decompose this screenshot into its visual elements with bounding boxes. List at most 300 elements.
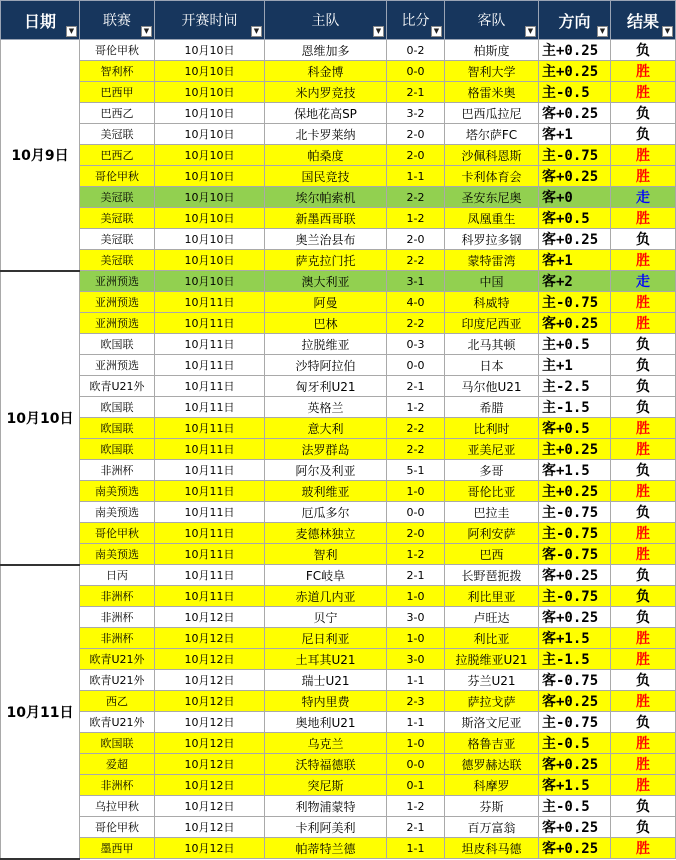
direction-cell: 客+2 bbox=[539, 271, 611, 292]
table-row bbox=[1, 418, 676, 439]
time-cell: 10月11日 bbox=[155, 586, 265, 607]
score-cell: 1-2 bbox=[387, 544, 445, 565]
table-row bbox=[1, 838, 676, 859]
direction-cell: 客+0.25 bbox=[539, 838, 611, 859]
table-row bbox=[1, 313, 676, 334]
league-cell: 美冠联 bbox=[80, 250, 155, 271]
header-label: 开赛时间 bbox=[181, 13, 238, 29]
header-date bbox=[1, 1, 80, 40]
result-cell: 负 bbox=[611, 502, 676, 523]
time-cell: 10月10日 bbox=[155, 166, 265, 187]
table-row bbox=[1, 775, 676, 796]
time-cell: 10月12日 bbox=[155, 817, 265, 838]
score-cell: 0-0 bbox=[387, 502, 445, 523]
score-cell: 2-2 bbox=[387, 439, 445, 460]
score-cell: 1-0 bbox=[387, 481, 445, 502]
direction-cell: 主-0.5 bbox=[539, 82, 611, 103]
league-cell: 亚洲预选 bbox=[80, 292, 155, 313]
away-team-cell: 科摩罗 bbox=[445, 775, 539, 796]
direction-cell: 主-0.5 bbox=[539, 733, 611, 754]
filter-dropdown-icon[interactable]: ▼ bbox=[251, 26, 262, 37]
league-cell: 亚洲预选 bbox=[80, 313, 155, 334]
home-team-cell: 国民竞技 bbox=[265, 166, 387, 187]
direction-cell: 客+0.25 bbox=[539, 103, 611, 124]
table-row bbox=[1, 670, 676, 691]
league-cell: 哥伦甲秋 bbox=[80, 166, 155, 187]
table-row bbox=[1, 691, 676, 712]
score-cell: 2-2 bbox=[387, 187, 445, 208]
result-cell: 胜 bbox=[611, 481, 676, 502]
direction-cell: 主-2.5 bbox=[539, 376, 611, 397]
direction-cell: 主-1.5 bbox=[539, 397, 611, 418]
table-row bbox=[1, 397, 676, 418]
time-cell: 10月10日 bbox=[155, 145, 265, 166]
away-team-cell: 利比亚 bbox=[445, 628, 539, 649]
score-cell: 3-0 bbox=[387, 607, 445, 628]
header-direction bbox=[539, 1, 611, 40]
direction-cell: 客+0.25 bbox=[539, 691, 611, 712]
home-team-cell: 保地花高SP bbox=[265, 103, 387, 124]
home-team-cell: 帕蒂特兰德 bbox=[265, 838, 387, 859]
score-cell: 3-0 bbox=[387, 649, 445, 670]
header-result bbox=[611, 1, 676, 40]
time-cell: 10月11日 bbox=[155, 481, 265, 502]
league-cell: 亚洲预选 bbox=[80, 355, 155, 376]
table-row bbox=[1, 544, 676, 565]
league-cell: 美冠联 bbox=[80, 124, 155, 145]
result-cell: 负 bbox=[611, 817, 676, 838]
time-cell: 10月11日 bbox=[155, 544, 265, 565]
result-cell: 负 bbox=[611, 796, 676, 817]
score-cell: 1-0 bbox=[387, 733, 445, 754]
league-cell: 日丙 bbox=[80, 565, 155, 586]
result-cell: 负 bbox=[611, 376, 676, 397]
result-cell: 负 bbox=[611, 670, 676, 691]
header-score bbox=[387, 1, 445, 40]
table-row bbox=[1, 439, 676, 460]
home-team-cell: 玻利维亚 bbox=[265, 481, 387, 502]
league-cell: 欧国联 bbox=[80, 733, 155, 754]
time-cell: 10月12日 bbox=[155, 796, 265, 817]
header-label: 联赛 bbox=[103, 13, 131, 29]
header-label: 主队 bbox=[311, 13, 340, 29]
home-team-cell: 法罗群岛 bbox=[265, 439, 387, 460]
direction-cell: 主-0.75 bbox=[539, 145, 611, 166]
table-row bbox=[1, 124, 676, 145]
header-row bbox=[1, 1, 676, 40]
score-cell: 0-0 bbox=[387, 355, 445, 376]
direction-cell: 主+0.5 bbox=[539, 334, 611, 355]
away-team-cell: 印度尼西亚 bbox=[445, 313, 539, 334]
away-team-cell: 坦皮科马德 bbox=[445, 838, 539, 859]
result-cell: 负 bbox=[611, 355, 676, 376]
direction-cell: 客+0.25 bbox=[539, 607, 611, 628]
home-team-cell: 匈牙利U21 bbox=[265, 376, 387, 397]
time-cell: 10月10日 bbox=[155, 208, 265, 229]
table-row bbox=[1, 376, 676, 397]
result-cell: 负 bbox=[611, 565, 676, 586]
header-label: 比分 bbox=[401, 13, 430, 29]
score-cell: 0-3 bbox=[387, 334, 445, 355]
home-team-cell: 英格兰 bbox=[265, 397, 387, 418]
result-cell: 胜 bbox=[611, 145, 676, 166]
direction-cell: 客+0.25 bbox=[539, 817, 611, 838]
time-cell: 10月10日 bbox=[155, 250, 265, 271]
home-team-cell: 北卡罗莱纳 bbox=[265, 124, 387, 145]
direction-cell: 客+0.25 bbox=[539, 313, 611, 334]
home-team-cell: 巴林 bbox=[265, 313, 387, 334]
table-row bbox=[1, 628, 676, 649]
league-cell: 美冠联 bbox=[80, 208, 155, 229]
time-cell: 10月10日 bbox=[155, 40, 265, 61]
time-cell: 10月11日 bbox=[155, 418, 265, 439]
result-cell: 负 bbox=[611, 397, 676, 418]
result-cell: 负 bbox=[611, 124, 676, 145]
score-cell: 3-1 bbox=[387, 271, 445, 292]
score-cell: 2-1 bbox=[387, 82, 445, 103]
away-team-cell: 科罗拉多钢 bbox=[445, 229, 539, 250]
time-cell: 10月10日 bbox=[155, 229, 265, 250]
table-row bbox=[1, 208, 676, 229]
away-team-cell: 科威特 bbox=[445, 292, 539, 313]
table-row bbox=[1, 649, 676, 670]
table-row bbox=[1, 145, 676, 166]
away-team-cell: 蒙特雷湾 bbox=[445, 250, 539, 271]
league-cell: 非洲杯 bbox=[80, 628, 155, 649]
result-cell: 胜 bbox=[611, 439, 676, 460]
table-row bbox=[1, 82, 676, 103]
table-row bbox=[1, 565, 676, 586]
score-cell: 2-1 bbox=[387, 817, 445, 838]
time-cell: 10月12日 bbox=[155, 649, 265, 670]
league-cell: 欧青U21外 bbox=[80, 649, 155, 670]
direction-cell: 主-0.75 bbox=[539, 523, 611, 544]
result-cell: 走 bbox=[611, 187, 676, 208]
home-team-cell: 贝宁 bbox=[265, 607, 387, 628]
away-team-cell: 哥伦比亚 bbox=[445, 481, 539, 502]
away-team-cell: 斯洛文尼亚 bbox=[445, 712, 539, 733]
time-cell: 10月11日 bbox=[155, 292, 265, 313]
league-cell: 乌拉甲秋 bbox=[80, 796, 155, 817]
league-cell: 欧青U21外 bbox=[80, 712, 155, 733]
filter-dropdown-icon[interactable]: ▼ bbox=[66, 26, 77, 37]
score-cell: 2-0 bbox=[387, 124, 445, 145]
score-cell: 1-2 bbox=[387, 796, 445, 817]
score-cell: 0-0 bbox=[387, 754, 445, 775]
result-cell: 胜 bbox=[611, 313, 676, 334]
result-cell: 负 bbox=[611, 103, 676, 124]
table-row bbox=[1, 460, 676, 481]
direction-cell: 主+0.25 bbox=[539, 439, 611, 460]
time-cell: 10月11日 bbox=[155, 313, 265, 334]
score-cell: 1-1 bbox=[387, 712, 445, 733]
league-cell: 欧国联 bbox=[80, 418, 155, 439]
away-team-cell: 德罗赫达联 bbox=[445, 754, 539, 775]
result-cell: 胜 bbox=[611, 754, 676, 775]
score-cell: 2-2 bbox=[387, 250, 445, 271]
home-team-cell: 土耳其U21 bbox=[265, 649, 387, 670]
direction-cell: 客+1 bbox=[539, 250, 611, 271]
away-team-cell: 格雷米奥 bbox=[445, 82, 539, 103]
home-team-cell: 沃特福德联 bbox=[265, 754, 387, 775]
table-row bbox=[1, 40, 676, 61]
header-label: 结果 bbox=[626, 11, 659, 31]
score-cell: 1-1 bbox=[387, 670, 445, 691]
result-cell: 胜 bbox=[611, 691, 676, 712]
time-cell: 10月12日 bbox=[155, 607, 265, 628]
time-cell: 10月12日 bbox=[155, 691, 265, 712]
date-cell: 10月9日 bbox=[1, 40, 80, 271]
result-cell: 胜 bbox=[611, 775, 676, 796]
direction-cell: 客+1.5 bbox=[539, 775, 611, 796]
result-cell: 胜 bbox=[611, 292, 676, 313]
direction-cell: 客+1.5 bbox=[539, 628, 611, 649]
direction-cell: 客+0.25 bbox=[539, 754, 611, 775]
direction-cell: 主-0.75 bbox=[539, 292, 611, 313]
time-cell: 10月12日 bbox=[155, 733, 265, 754]
header-league bbox=[80, 1, 155, 40]
league-cell: 欧青U21外 bbox=[80, 670, 155, 691]
league-cell: 南美预选 bbox=[80, 502, 155, 523]
away-team-cell: 沙佩科恩斯 bbox=[445, 145, 539, 166]
time-cell: 10月11日 bbox=[155, 376, 265, 397]
away-team-cell: 马尔他U21 bbox=[445, 376, 539, 397]
score-cell: 1-1 bbox=[387, 838, 445, 859]
header-label: 日期 bbox=[23, 11, 56, 31]
table-row bbox=[1, 733, 676, 754]
away-team-cell: 卡利体育会 bbox=[445, 166, 539, 187]
header-home bbox=[265, 1, 387, 40]
header-label: 方向 bbox=[558, 11, 591, 31]
result-cell: 走 bbox=[611, 271, 676, 292]
filter-dropdown-icon[interactable]: ▼ bbox=[662, 26, 673, 37]
time-cell: 10月11日 bbox=[155, 502, 265, 523]
home-team-cell: 帕桑度 bbox=[265, 145, 387, 166]
time-cell: 10月12日 bbox=[155, 838, 265, 859]
score-cell: 2-2 bbox=[387, 313, 445, 334]
direction-cell: 客+0 bbox=[539, 187, 611, 208]
filter-dropdown-icon[interactable]: ▼ bbox=[431, 26, 442, 37]
time-cell: 10月12日 bbox=[155, 670, 265, 691]
home-team-cell: 沙特阿拉伯 bbox=[265, 355, 387, 376]
league-cell: 巴西甲 bbox=[80, 82, 155, 103]
table-row bbox=[1, 166, 676, 187]
league-cell: 美冠联 bbox=[80, 229, 155, 250]
direction-cell: 主+1 bbox=[539, 355, 611, 376]
filter-dropdown-icon[interactable]: ▼ bbox=[597, 26, 608, 37]
score-cell: 2-3 bbox=[387, 691, 445, 712]
league-cell: 墨西甲 bbox=[80, 838, 155, 859]
home-team-cell: 米内罗竞技 bbox=[265, 82, 387, 103]
time-cell: 10月12日 bbox=[155, 712, 265, 733]
direction-cell: 客+0.5 bbox=[539, 208, 611, 229]
header-away bbox=[445, 1, 539, 40]
header-time bbox=[155, 1, 265, 40]
header-label: 客队 bbox=[477, 13, 506, 29]
away-team-cell: 长野琶扼拨 bbox=[445, 565, 539, 586]
filter-dropdown-icon[interactable]: ▼ bbox=[373, 26, 384, 37]
away-team-cell: 阿利安萨 bbox=[445, 523, 539, 544]
score-cell: 2-2 bbox=[387, 418, 445, 439]
result-cell: 负 bbox=[611, 712, 676, 733]
result-cell: 胜 bbox=[611, 733, 676, 754]
home-team-cell: 澳大利亚 bbox=[265, 271, 387, 292]
time-cell: 10月11日 bbox=[155, 397, 265, 418]
direction-cell: 客+1 bbox=[539, 124, 611, 145]
direction-cell: 客-0.75 bbox=[539, 544, 611, 565]
home-team-cell: 奥兰治县布 bbox=[265, 229, 387, 250]
away-team-cell: 凤凰重生 bbox=[445, 208, 539, 229]
table-row bbox=[1, 355, 676, 376]
table-row bbox=[1, 712, 676, 733]
league-cell: 西乙 bbox=[80, 691, 155, 712]
home-team-cell: 阿尔及利亚 bbox=[265, 460, 387, 481]
score-cell: 1-1 bbox=[387, 166, 445, 187]
direction-cell: 客+0.25 bbox=[539, 565, 611, 586]
table-row bbox=[1, 754, 676, 775]
away-team-cell: 巴西瓜拉尼 bbox=[445, 103, 539, 124]
result-cell: 胜 bbox=[611, 61, 676, 82]
table-row bbox=[1, 103, 676, 124]
table-row bbox=[1, 481, 676, 502]
home-team-cell: 特内里费 bbox=[265, 691, 387, 712]
league-cell: 非洲杯 bbox=[80, 607, 155, 628]
away-team-cell: 多哥 bbox=[445, 460, 539, 481]
result-cell: 负 bbox=[611, 586, 676, 607]
home-team-cell: 阿曼 bbox=[265, 292, 387, 313]
direction-cell: 主-0.75 bbox=[539, 586, 611, 607]
away-team-cell: 塔尔萨FC bbox=[445, 124, 539, 145]
score-cell: 4-0 bbox=[387, 292, 445, 313]
time-cell: 10月10日 bbox=[155, 103, 265, 124]
score-cell: 0-0 bbox=[387, 61, 445, 82]
away-team-cell: 萨拉戈萨 bbox=[445, 691, 539, 712]
result-cell: 胜 bbox=[611, 544, 676, 565]
score-cell: 2-0 bbox=[387, 145, 445, 166]
time-cell: 10月11日 bbox=[155, 523, 265, 544]
result-cell: 负 bbox=[611, 229, 676, 250]
table-row bbox=[1, 292, 676, 313]
home-team-cell: 科金博 bbox=[265, 61, 387, 82]
direction-cell: 主-0.75 bbox=[539, 502, 611, 523]
result-cell: 胜 bbox=[611, 628, 676, 649]
league-cell: 南美预选 bbox=[80, 544, 155, 565]
away-team-cell: 格鲁吉亚 bbox=[445, 733, 539, 754]
date-cell: 10月10日 bbox=[1, 271, 80, 565]
result-cell: 胜 bbox=[611, 418, 676, 439]
league-cell: 南美预选 bbox=[80, 481, 155, 502]
home-team-cell: 卡利阿美利 bbox=[265, 817, 387, 838]
league-cell: 哥伦甲秋 bbox=[80, 817, 155, 838]
result-cell: 负 bbox=[611, 460, 676, 481]
away-team-cell: 中国 bbox=[445, 271, 539, 292]
home-team-cell: 利物浦蒙特 bbox=[265, 796, 387, 817]
home-team-cell: FC岐阜 bbox=[265, 565, 387, 586]
table-row bbox=[1, 61, 676, 82]
score-cell: 0-1 bbox=[387, 775, 445, 796]
league-cell: 非洲杯 bbox=[80, 460, 155, 481]
time-cell: 10月11日 bbox=[155, 565, 265, 586]
filter-dropdown-icon[interactable]: ▼ bbox=[525, 26, 536, 37]
away-team-cell: 芬斯 bbox=[445, 796, 539, 817]
direction-cell: 主+0.25 bbox=[539, 481, 611, 502]
table-row bbox=[1, 229, 676, 250]
table-row bbox=[1, 187, 676, 208]
time-cell: 10月11日 bbox=[155, 334, 265, 355]
score-cell: 1-0 bbox=[387, 586, 445, 607]
direction-cell: 主-0.5 bbox=[539, 796, 611, 817]
home-team-cell: 恩维加多 bbox=[265, 40, 387, 61]
score-cell: 5-1 bbox=[387, 460, 445, 481]
time-cell: 10月10日 bbox=[155, 61, 265, 82]
time-cell: 10月12日 bbox=[155, 754, 265, 775]
direction-cell: 主+0.25 bbox=[539, 61, 611, 82]
result-cell: 负 bbox=[611, 334, 676, 355]
score-cell: 2-1 bbox=[387, 565, 445, 586]
away-team-cell: 柏斯度 bbox=[445, 40, 539, 61]
away-team-cell: 百万富翁 bbox=[445, 817, 539, 838]
away-team-cell: 拉脱维亚U21 bbox=[445, 649, 539, 670]
time-cell: 10月12日 bbox=[155, 775, 265, 796]
direction-cell: 客+1.5 bbox=[539, 460, 611, 481]
direction-cell: 主-0.75 bbox=[539, 712, 611, 733]
table-row bbox=[1, 502, 676, 523]
score-cell: 3-2 bbox=[387, 103, 445, 124]
home-team-cell: 尼日利亚 bbox=[265, 628, 387, 649]
result-cell: 负 bbox=[611, 40, 676, 61]
league-cell: 哥伦甲秋 bbox=[80, 523, 155, 544]
league-cell: 爱超 bbox=[80, 754, 155, 775]
direction-cell: 主-1.5 bbox=[539, 649, 611, 670]
table-row bbox=[1, 523, 676, 544]
table-row bbox=[1, 271, 676, 292]
home-team-cell: 厄瓜多尔 bbox=[265, 502, 387, 523]
time-cell: 10月10日 bbox=[155, 187, 265, 208]
result-cell: 胜 bbox=[611, 649, 676, 670]
away-team-cell: 比利时 bbox=[445, 418, 539, 439]
table-row bbox=[1, 607, 676, 628]
score-cell: 1-2 bbox=[387, 208, 445, 229]
time-cell: 10月11日 bbox=[155, 355, 265, 376]
away-team-cell: 日本 bbox=[445, 355, 539, 376]
time-cell: 10月10日 bbox=[155, 124, 265, 145]
league-cell: 巴西乙 bbox=[80, 145, 155, 166]
away-team-cell: 巴拉圭 bbox=[445, 502, 539, 523]
home-team-cell: 萨克拉门托 bbox=[265, 250, 387, 271]
home-team-cell: 新墨西哥联 bbox=[265, 208, 387, 229]
time-cell: 10月11日 bbox=[155, 460, 265, 481]
direction-cell: 客+0.5 bbox=[539, 418, 611, 439]
filter-dropdown-icon[interactable]: ▼ bbox=[141, 26, 152, 37]
league-cell: 巴西乙 bbox=[80, 103, 155, 124]
table-body bbox=[1, 40, 676, 859]
home-team-cell: 瑞士U21 bbox=[265, 670, 387, 691]
league-cell: 非洲杯 bbox=[80, 775, 155, 796]
table-row bbox=[1, 334, 676, 355]
score-cell: 1-0 bbox=[387, 628, 445, 649]
away-team-cell: 希腊 bbox=[445, 397, 539, 418]
result-cell: 胜 bbox=[611, 250, 676, 271]
away-team-cell: 巴西 bbox=[445, 544, 539, 565]
home-team-cell: 突尼斯 bbox=[265, 775, 387, 796]
league-cell: 欧国联 bbox=[80, 334, 155, 355]
direction-cell: 客-0.75 bbox=[539, 670, 611, 691]
home-team-cell: 意大利 bbox=[265, 418, 387, 439]
direction-cell: 客+0.25 bbox=[539, 166, 611, 187]
direction-cell: 客+0.25 bbox=[539, 229, 611, 250]
table-row bbox=[1, 796, 676, 817]
result-cell: 胜 bbox=[611, 208, 676, 229]
